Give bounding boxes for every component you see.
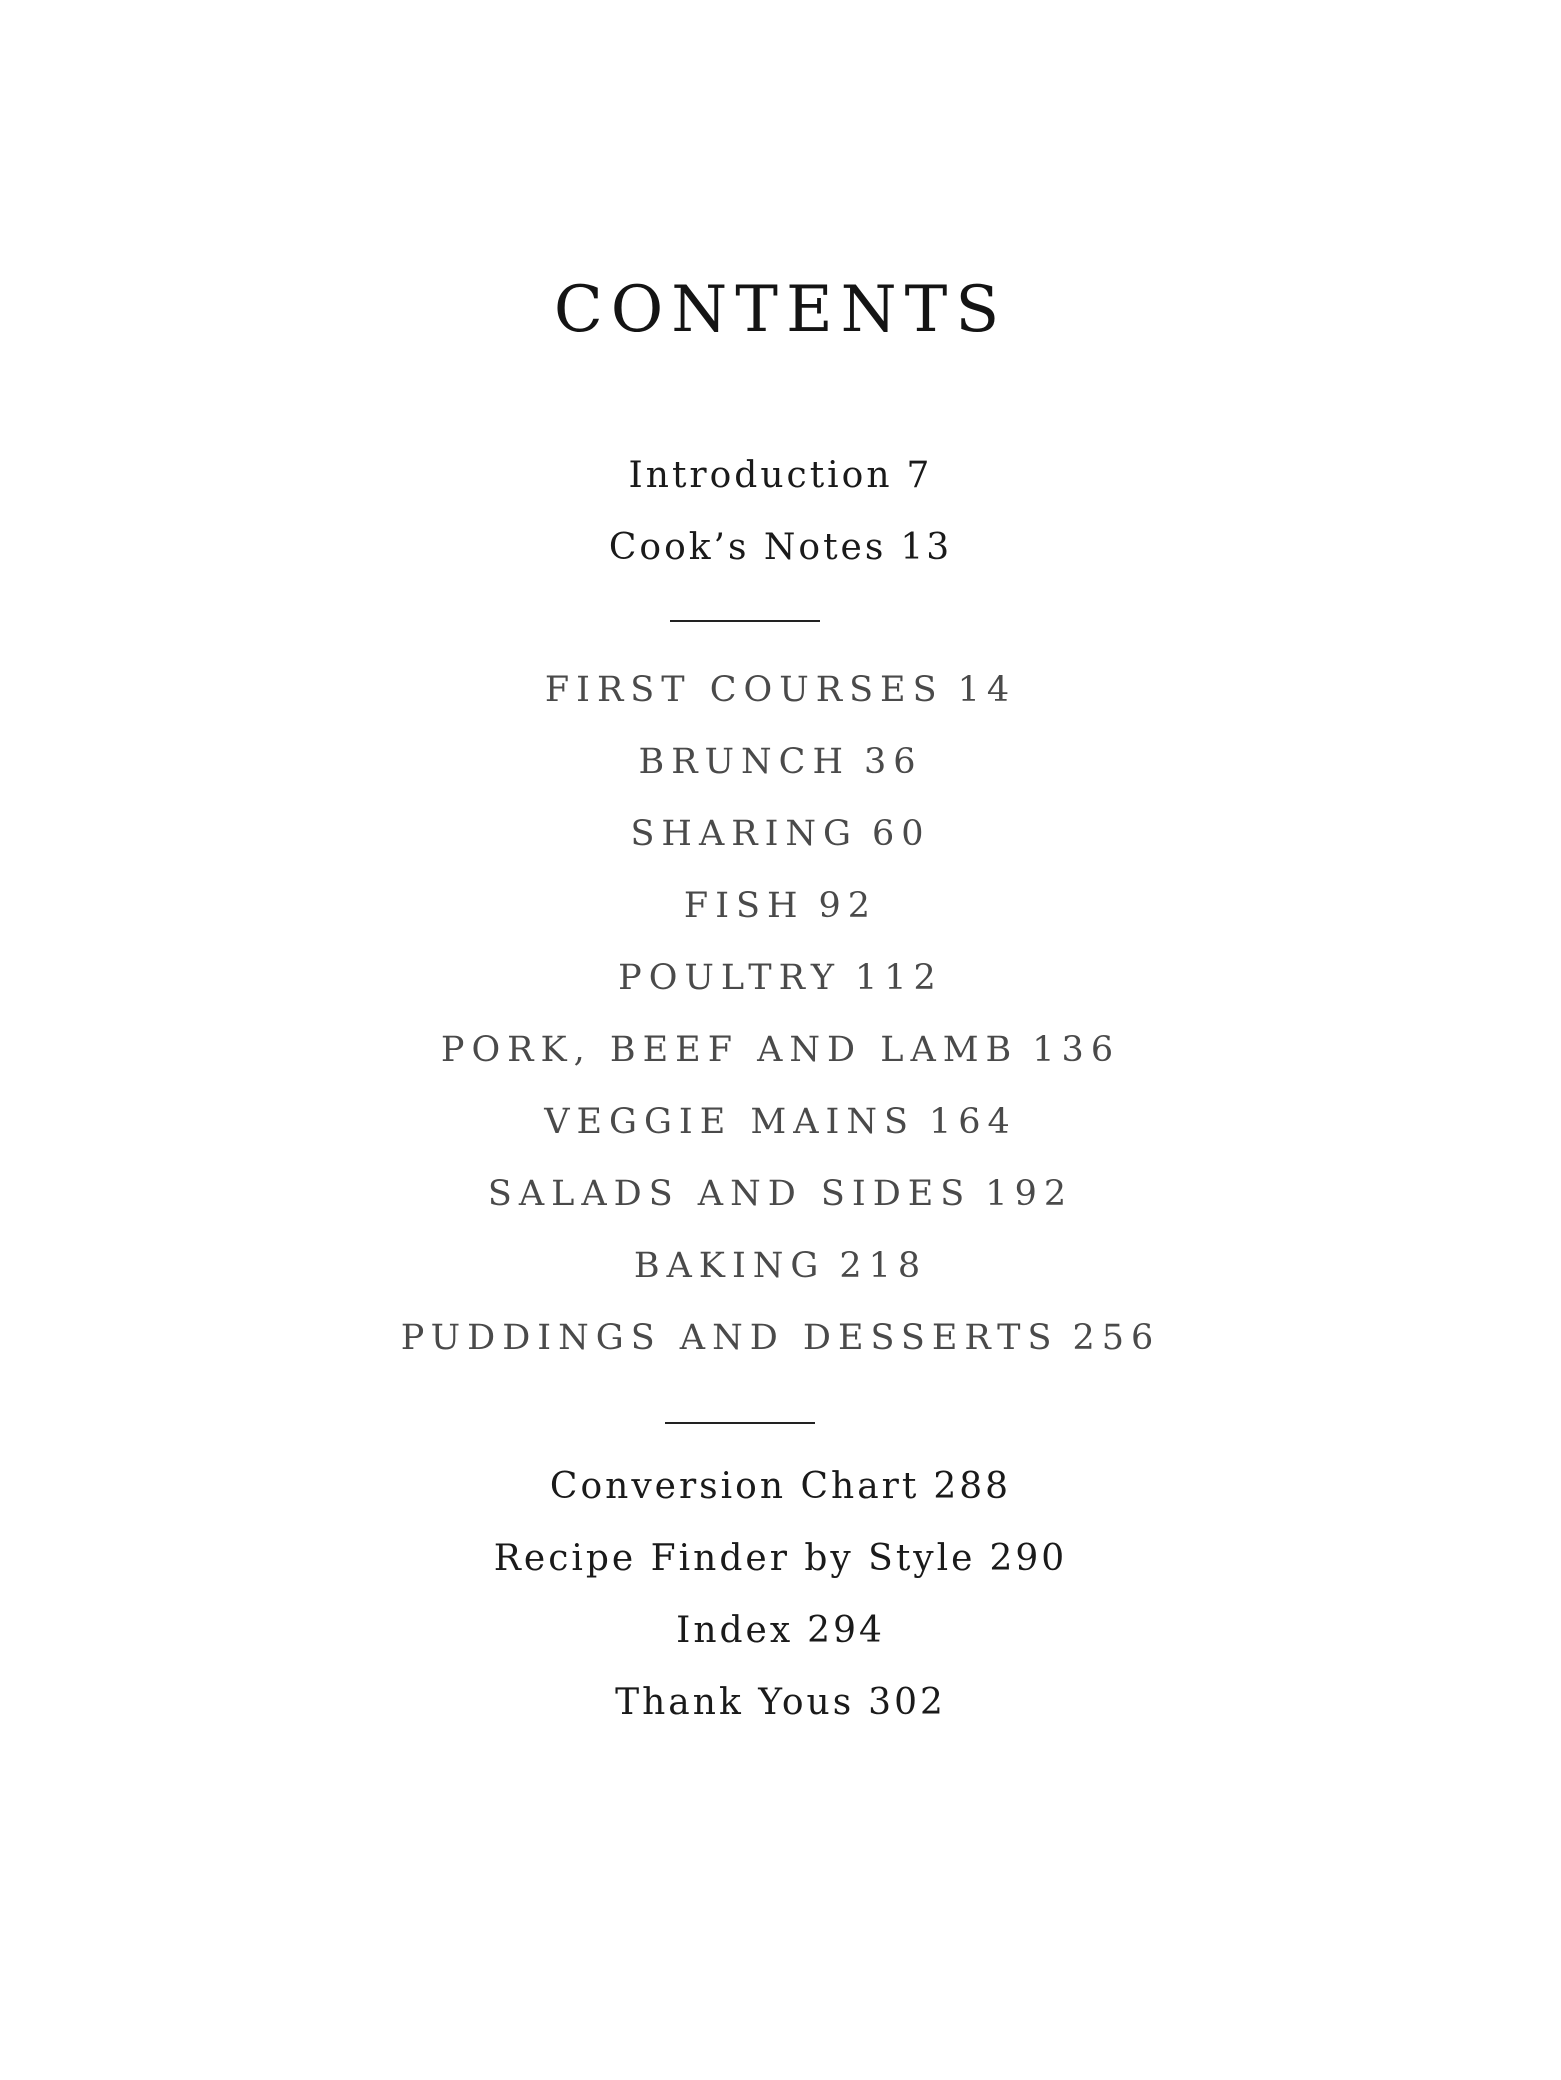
toc-chapter-label: BRUNCH (638, 742, 850, 782)
toc-entry-page: 302 (868, 1682, 946, 1723)
toc-chapter-label: VEGGIE MAINS (544, 1102, 915, 1142)
toc-chapter-pork-beef-lamb[interactable] (0, 1026, 1561, 1074)
toc-chapter-page: 136 (1032, 1030, 1121, 1070)
toc-entry-page: 7 (906, 455, 933, 496)
toc-entry-label: Conversion Chart (549, 1466, 920, 1507)
toc-chapter-page: 14 (957, 670, 1017, 710)
toc-entry-thank-yous[interactable] (0, 1679, 1561, 1727)
toc-chapter-label: POULTRY (618, 958, 842, 998)
toc-chapter-page: 192 (985, 1174, 1074, 1214)
toc-chapter-page: 256 (1072, 1318, 1161, 1358)
toc-entry-label: Recipe Finder by Style (493, 1538, 976, 1579)
toc-chapter-page: 218 (839, 1246, 928, 1286)
toc-chapter-salads-sides[interactable] (0, 1170, 1561, 1218)
divider-rule (670, 620, 820, 622)
toc-entry-label: Index (676, 1610, 794, 1651)
toc-chapter-fish[interactable] (0, 882, 1561, 930)
toc-chapter-page: 60 (872, 814, 931, 854)
toc-entry-conversion-chart[interactable] (0, 1463, 1561, 1511)
toc-entry-label: Cook’s Notes (608, 527, 887, 568)
toc-chapter-page: 164 (928, 1102, 1017, 1142)
toc-chapter-puddings-desserts[interactable] (0, 1314, 1561, 1362)
toc-chapter-label: SHARING (630, 814, 858, 854)
toc-chapter-label: SALADS AND SIDES (487, 1174, 972, 1214)
toc-entry-page: 294 (807, 1610, 885, 1651)
toc-entry-page: 288 (933, 1466, 1012, 1507)
toc-chapter-page: 36 (863, 742, 923, 782)
toc-chapter-label: BAKING (633, 1246, 826, 1286)
toc-chapter-page: 112 (855, 958, 943, 998)
toc-chapter-page: 92 (818, 886, 878, 926)
toc-chapter-brunch[interactable] (0, 738, 1561, 786)
page-title: CONTENTS (553, 273, 1008, 347)
toc-entry-page: 290 (989, 1538, 1068, 1579)
toc-entry-index[interactable] (0, 1607, 1561, 1655)
toc-chapter-poultry[interactable] (0, 954, 1561, 1002)
toc-chapter-baking[interactable] (0, 1242, 1561, 1290)
toc-entry-recipe-finder[interactable] (0, 1535, 1561, 1583)
toc-chapter-label: PUDDINGS AND DESSERTS (400, 1318, 1059, 1358)
toc-chapter-first-courses[interactable] (0, 666, 1561, 714)
divider-rule (665, 1422, 815, 1424)
toc-entry-introduction[interactable] (0, 452, 1561, 500)
toc-entry-label: Thank Yous (615, 1682, 855, 1723)
toc-entry-cooks-notes[interactable] (0, 524, 1561, 572)
toc-chapter-label: FIRST COURSES (544, 670, 944, 710)
toc-entry-label: Introduction (628, 455, 893, 496)
toc-chapter-sharing[interactable] (0, 810, 1561, 858)
toc-chapter-label: PORK, BEEF AND LAMB (440, 1030, 1019, 1070)
toc-chapter-veggie-mains[interactable] (0, 1098, 1561, 1146)
toc-chapter-label: FISH (683, 886, 805, 926)
toc-entry-page: 13 (900, 527, 953, 568)
